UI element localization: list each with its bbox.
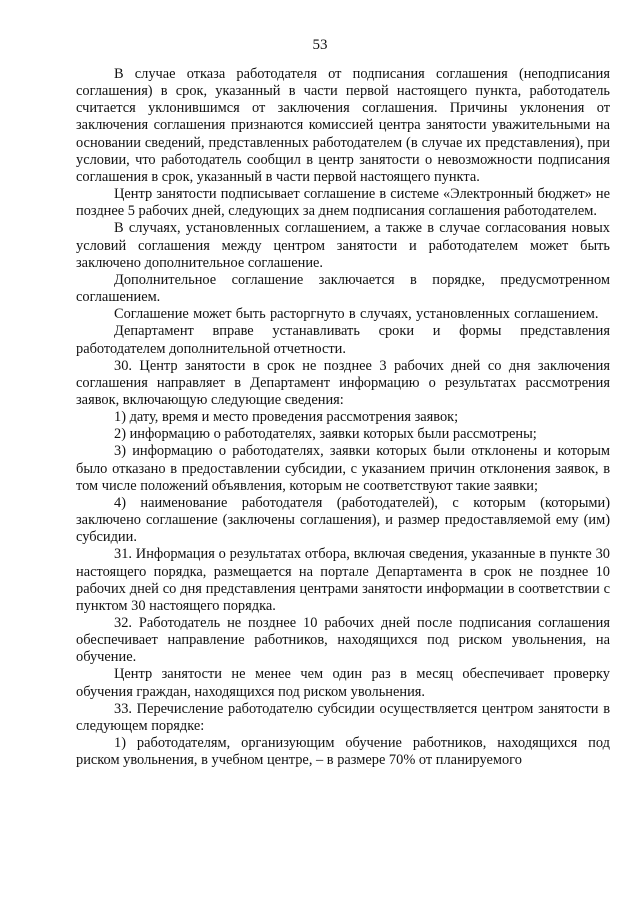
paragraph-additional-agreement-order: Дополнительное соглашение заключается в порядке, предусмотренном соглашением.	[76, 271, 610, 306]
paragraph-electronic-budget: Центр занятости подписывает соглашение в системе «Электронный бюджет» не позднее 5 рабочих дней, следующих за днем подписания соглашения работодателем.	[76, 186, 610, 220]
paragraph-item-30-2: 2) информацию о работодателях, заявки которых были рассмотрены;	[114, 426, 537, 443]
document-body	[76, 66, 610, 769]
paragraph-item-30: 30. Центр занятости в срок не позднее 3 рабочих дней со дня заключения соглашения направляет в Департамент информацию о результатах рассмотрения заявок, включающую следующие сведения:	[76, 357, 610, 408]
paragraph-termination: Соглашение может быть расторгнуто в случаях, установленных соглашением.	[114, 306, 599, 323]
paragraph-item-31: 31. Информация о результатах отбора, включая сведения, указанные в пункте 30 настоящего порядка, размещается на портале Департамента в срок не позднее 10 рабочих дней со дня представления центрами занятости информации в соответствии с пунктом 30 настоящего порядка.	[76, 546, 610, 614]
paragraph-item-30-4: 4) наименование работодателя (работодателей), с которым (которыми) заключено соглашение (заключены соглашения), и размер предоставляемой ему (им) субсидии.	[76, 494, 610, 546]
paragraph-item-30-3: 3) информацию о работодателях, заявки которых были отклонены и которым было отказано в предоставлении субсидии, с указанием причин отклонения заявок, в том числе положений объявления, которым не соответствуют такие заявки;	[76, 443, 610, 494]
paragraph-additional-agreement-cases: В случаях, установленных соглашением, а также в случае согласования новых условий соглашения между центром занятости и работодателем может быть заключено дополнительное соглашение.	[76, 220, 610, 271]
paragraph-item-33-1: 1) работодателям, организующим обучение работников, находящихся под риском увольнения, в учебном центре, – в размере 70% от планируемого	[76, 735, 610, 769]
paragraph-refusal-to-sign: В случае отказа работодателя от подписания соглашения (неподписания соглашения) в срок, указанный в части первой настоящего пункта, работодатель считается уклонившимся от заключения соглашения. Причины уклонения от заключения соглашения признаются комиссией центра занятости уважительными на основании сведений, представленных работодателем (в случае их представления), при условии, что работодатель сообщил в центр занятости о невозможности подписания соглашения в срок, указанный в части первой настоящего пункта.	[76, 66, 610, 185]
paragraph-item-33: 33. Перечисление работодателю субсидии осуществляется центром занятости в следующем порядке:	[76, 700, 610, 734]
page-number: 53	[312, 37, 328, 53]
paragraph-item-30-1: 1) дату, время и место проведения рассмотрения заявок;	[114, 409, 459, 426]
paragraph-item-32: 32. Работодатель не позднее 10 рабочих дней после подписания соглашения обеспечивает направление работников, находящихся под риском увольнения, на обучение.	[76, 615, 610, 666]
paragraph-department-reporting: Департамент вправе устанавливать сроки и формы представления работодателем дополнительной отчетности.	[76, 323, 610, 357]
paragraph-training-check: Центр занятости не менее чем один раз в месяц обеспечивает проверку обучения граждан, находящихся под риском увольнения.	[76, 666, 610, 700]
